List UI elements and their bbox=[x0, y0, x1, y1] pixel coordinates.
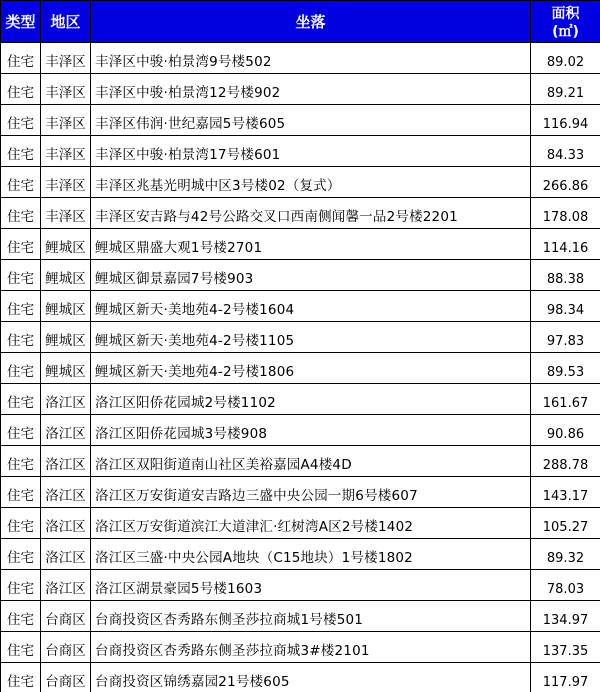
table-row bbox=[1, 601, 600, 632]
header-region: 地区 bbox=[41, 1, 91, 43]
cell-type: 住宅 bbox=[1, 43, 41, 74]
table-row bbox=[1, 322, 600, 353]
cell-area: 88.38 bbox=[531, 260, 600, 291]
cell-type: 住宅 bbox=[1, 136, 41, 167]
cell-type: 住宅 bbox=[1, 198, 41, 229]
cell-type: 住宅 bbox=[1, 446, 41, 477]
cell-type: 住宅 bbox=[1, 322, 41, 353]
cell-region: 鲤城区 bbox=[41, 322, 91, 353]
cell-type: 住宅 bbox=[1, 508, 41, 539]
header-location: 坐落 bbox=[91, 1, 531, 43]
cell-region: 鲤城区 bbox=[41, 229, 91, 260]
cell-location: 洛江区万安街道滨江大道津汇·红树湾A区2号楼1402 bbox=[91, 508, 531, 539]
cell-type: 住宅 bbox=[1, 260, 41, 291]
cell-type: 住宅 bbox=[1, 384, 41, 415]
cell-region: 丰泽区 bbox=[41, 167, 91, 198]
header-area-line1: 面积 bbox=[551, 6, 580, 22]
cell-region: 洛江区 bbox=[41, 415, 91, 446]
cell-region: 洛江区 bbox=[41, 446, 91, 477]
cell-location: 洛江区阳侨花园城3号楼908 bbox=[91, 415, 531, 446]
cell-location: 丰泽区安吉路与42号公路交叉口西南侧闻馨一品2号楼2201 bbox=[91, 198, 531, 229]
cell-location: 丰泽区兆基光明城中区3号楼02（复式） bbox=[91, 167, 531, 198]
table-row bbox=[1, 260, 600, 291]
cell-area: 137.35 bbox=[531, 632, 600, 663]
cell-location: 洛江区双阳街道南山社区美裕嘉园A4楼4D bbox=[91, 446, 531, 477]
cell-region: 丰泽区 bbox=[41, 136, 91, 167]
cell-region: 洛江区 bbox=[41, 384, 91, 415]
cell-location: 台商投资区锦绣嘉园21号楼605 bbox=[91, 663, 531, 692]
cell-area: 178.08 bbox=[531, 198, 600, 229]
table-row bbox=[1, 43, 600, 74]
cell-region: 洛江区 bbox=[41, 508, 91, 539]
cell-location: 鲤城区新天·美地苑4-2号楼1806 bbox=[91, 353, 531, 384]
table-row bbox=[1, 477, 600, 508]
cell-area: 105.27 bbox=[531, 508, 600, 539]
table-row bbox=[1, 291, 600, 322]
cell-area: 78.03 bbox=[531, 570, 600, 601]
cell-area: 98.34 bbox=[531, 291, 600, 322]
cell-location: 台商投资区杏秀路东侧圣莎拉商城3#楼2101 bbox=[91, 632, 531, 663]
cell-type: 住宅 bbox=[1, 229, 41, 260]
table-header bbox=[1, 1, 600, 43]
cell-area: 89.53 bbox=[531, 353, 600, 384]
cell-location: 鲤城区鼎盛大观1号楼2701 bbox=[91, 229, 531, 260]
cell-type: 住宅 bbox=[1, 353, 41, 384]
header-type: 类型 bbox=[1, 1, 41, 43]
cell-type: 住宅 bbox=[1, 415, 41, 446]
table-body bbox=[1, 43, 600, 692]
cell-type: 住宅 bbox=[1, 477, 41, 508]
cell-region: 丰泽区 bbox=[41, 105, 91, 136]
cell-area: 89.32 bbox=[531, 539, 600, 570]
cell-region: 丰泽区 bbox=[41, 74, 91, 105]
cell-region: 鲤城区 bbox=[41, 291, 91, 322]
table-row bbox=[1, 384, 600, 415]
cell-region: 洛江区 bbox=[41, 539, 91, 570]
table-row bbox=[1, 229, 600, 260]
cell-region: 洛江区 bbox=[41, 570, 91, 601]
cell-region: 鲤城区 bbox=[41, 260, 91, 291]
cell-location: 洛江区三盛·中央公园A地块（C15地块）1号楼1802 bbox=[91, 539, 531, 570]
cell-type: 住宅 bbox=[1, 291, 41, 322]
cell-region: 丰泽区 bbox=[41, 198, 91, 229]
cell-region: 台商区 bbox=[41, 663, 91, 692]
table-row bbox=[1, 508, 600, 539]
cell-area: 84.33 bbox=[531, 136, 600, 167]
table-row bbox=[1, 663, 600, 692]
table-row bbox=[1, 415, 600, 446]
cell-area: 114.16 bbox=[531, 229, 600, 260]
cell-location: 丰泽区伟润·世纪嘉园5号楼605 bbox=[91, 105, 531, 136]
cell-area: 117.97 bbox=[531, 663, 600, 692]
cell-location: 洛江区阳侨花园城2号楼1102 bbox=[91, 384, 531, 415]
cell-area: 134.97 bbox=[531, 601, 600, 632]
table-row bbox=[1, 198, 600, 229]
table-row bbox=[1, 353, 600, 384]
cell-type: 住宅 bbox=[1, 663, 41, 692]
cell-area: 116.94 bbox=[531, 105, 600, 136]
header-area-line2: (㎡) bbox=[552, 24, 579, 40]
cell-location: 鲤城区御景嘉园7号楼903 bbox=[91, 260, 531, 291]
cell-type: 住宅 bbox=[1, 167, 41, 198]
cell-region: 洛江区 bbox=[41, 477, 91, 508]
cell-area: 90.86 bbox=[531, 415, 600, 446]
cell-location: 洛江区湖景豪园5号楼1603 bbox=[91, 570, 531, 601]
cell-type: 住宅 bbox=[1, 601, 41, 632]
cell-region: 鲤城区 bbox=[41, 353, 91, 384]
table-row bbox=[1, 446, 600, 477]
cell-location: 丰泽区中骏·柏景湾9号楼502 bbox=[91, 43, 531, 74]
cell-location: 台商投资区杏秀路东侧圣莎拉商城1号楼501 bbox=[91, 601, 531, 632]
cell-location: 鲤城区新天·美地苑4-2号楼1105 bbox=[91, 322, 531, 353]
cell-location: 丰泽区中骏·柏景湾17号楼601 bbox=[91, 136, 531, 167]
cell-area: 89.21 bbox=[531, 74, 600, 105]
table-row bbox=[1, 136, 600, 167]
cell-area: 143.17 bbox=[531, 477, 600, 508]
cell-area: 288.78 bbox=[531, 446, 600, 477]
cell-area: 161.67 bbox=[531, 384, 600, 415]
cell-region: 丰泽区 bbox=[41, 43, 91, 74]
cell-type: 住宅 bbox=[1, 570, 41, 601]
cell-type: 住宅 bbox=[1, 74, 41, 105]
cell-type: 住宅 bbox=[1, 105, 41, 136]
table-row bbox=[1, 105, 600, 136]
cell-type: 住宅 bbox=[1, 539, 41, 570]
table-row bbox=[1, 632, 600, 663]
table-row bbox=[1, 167, 600, 198]
table-row bbox=[1, 74, 600, 105]
table-row bbox=[1, 570, 600, 601]
table-row bbox=[1, 539, 600, 570]
cell-type: 住宅 bbox=[1, 632, 41, 663]
cell-location: 丰泽区中骏·柏景湾12号楼902 bbox=[91, 74, 531, 105]
cell-region: 台商区 bbox=[41, 632, 91, 663]
cell-area: 266.86 bbox=[531, 167, 600, 198]
header-area bbox=[531, 1, 600, 43]
cell-area: 89.02 bbox=[531, 43, 600, 74]
cell-location: 鲤城区新天·美地苑4-2号楼1604 bbox=[91, 291, 531, 322]
cell-area: 97.83 bbox=[531, 322, 600, 353]
header-row bbox=[1, 1, 600, 43]
cell-location: 洛江区万安街道安吉路边三盛中央公园一期6号楼607 bbox=[91, 477, 531, 508]
cell-region: 台商区 bbox=[41, 601, 91, 632]
